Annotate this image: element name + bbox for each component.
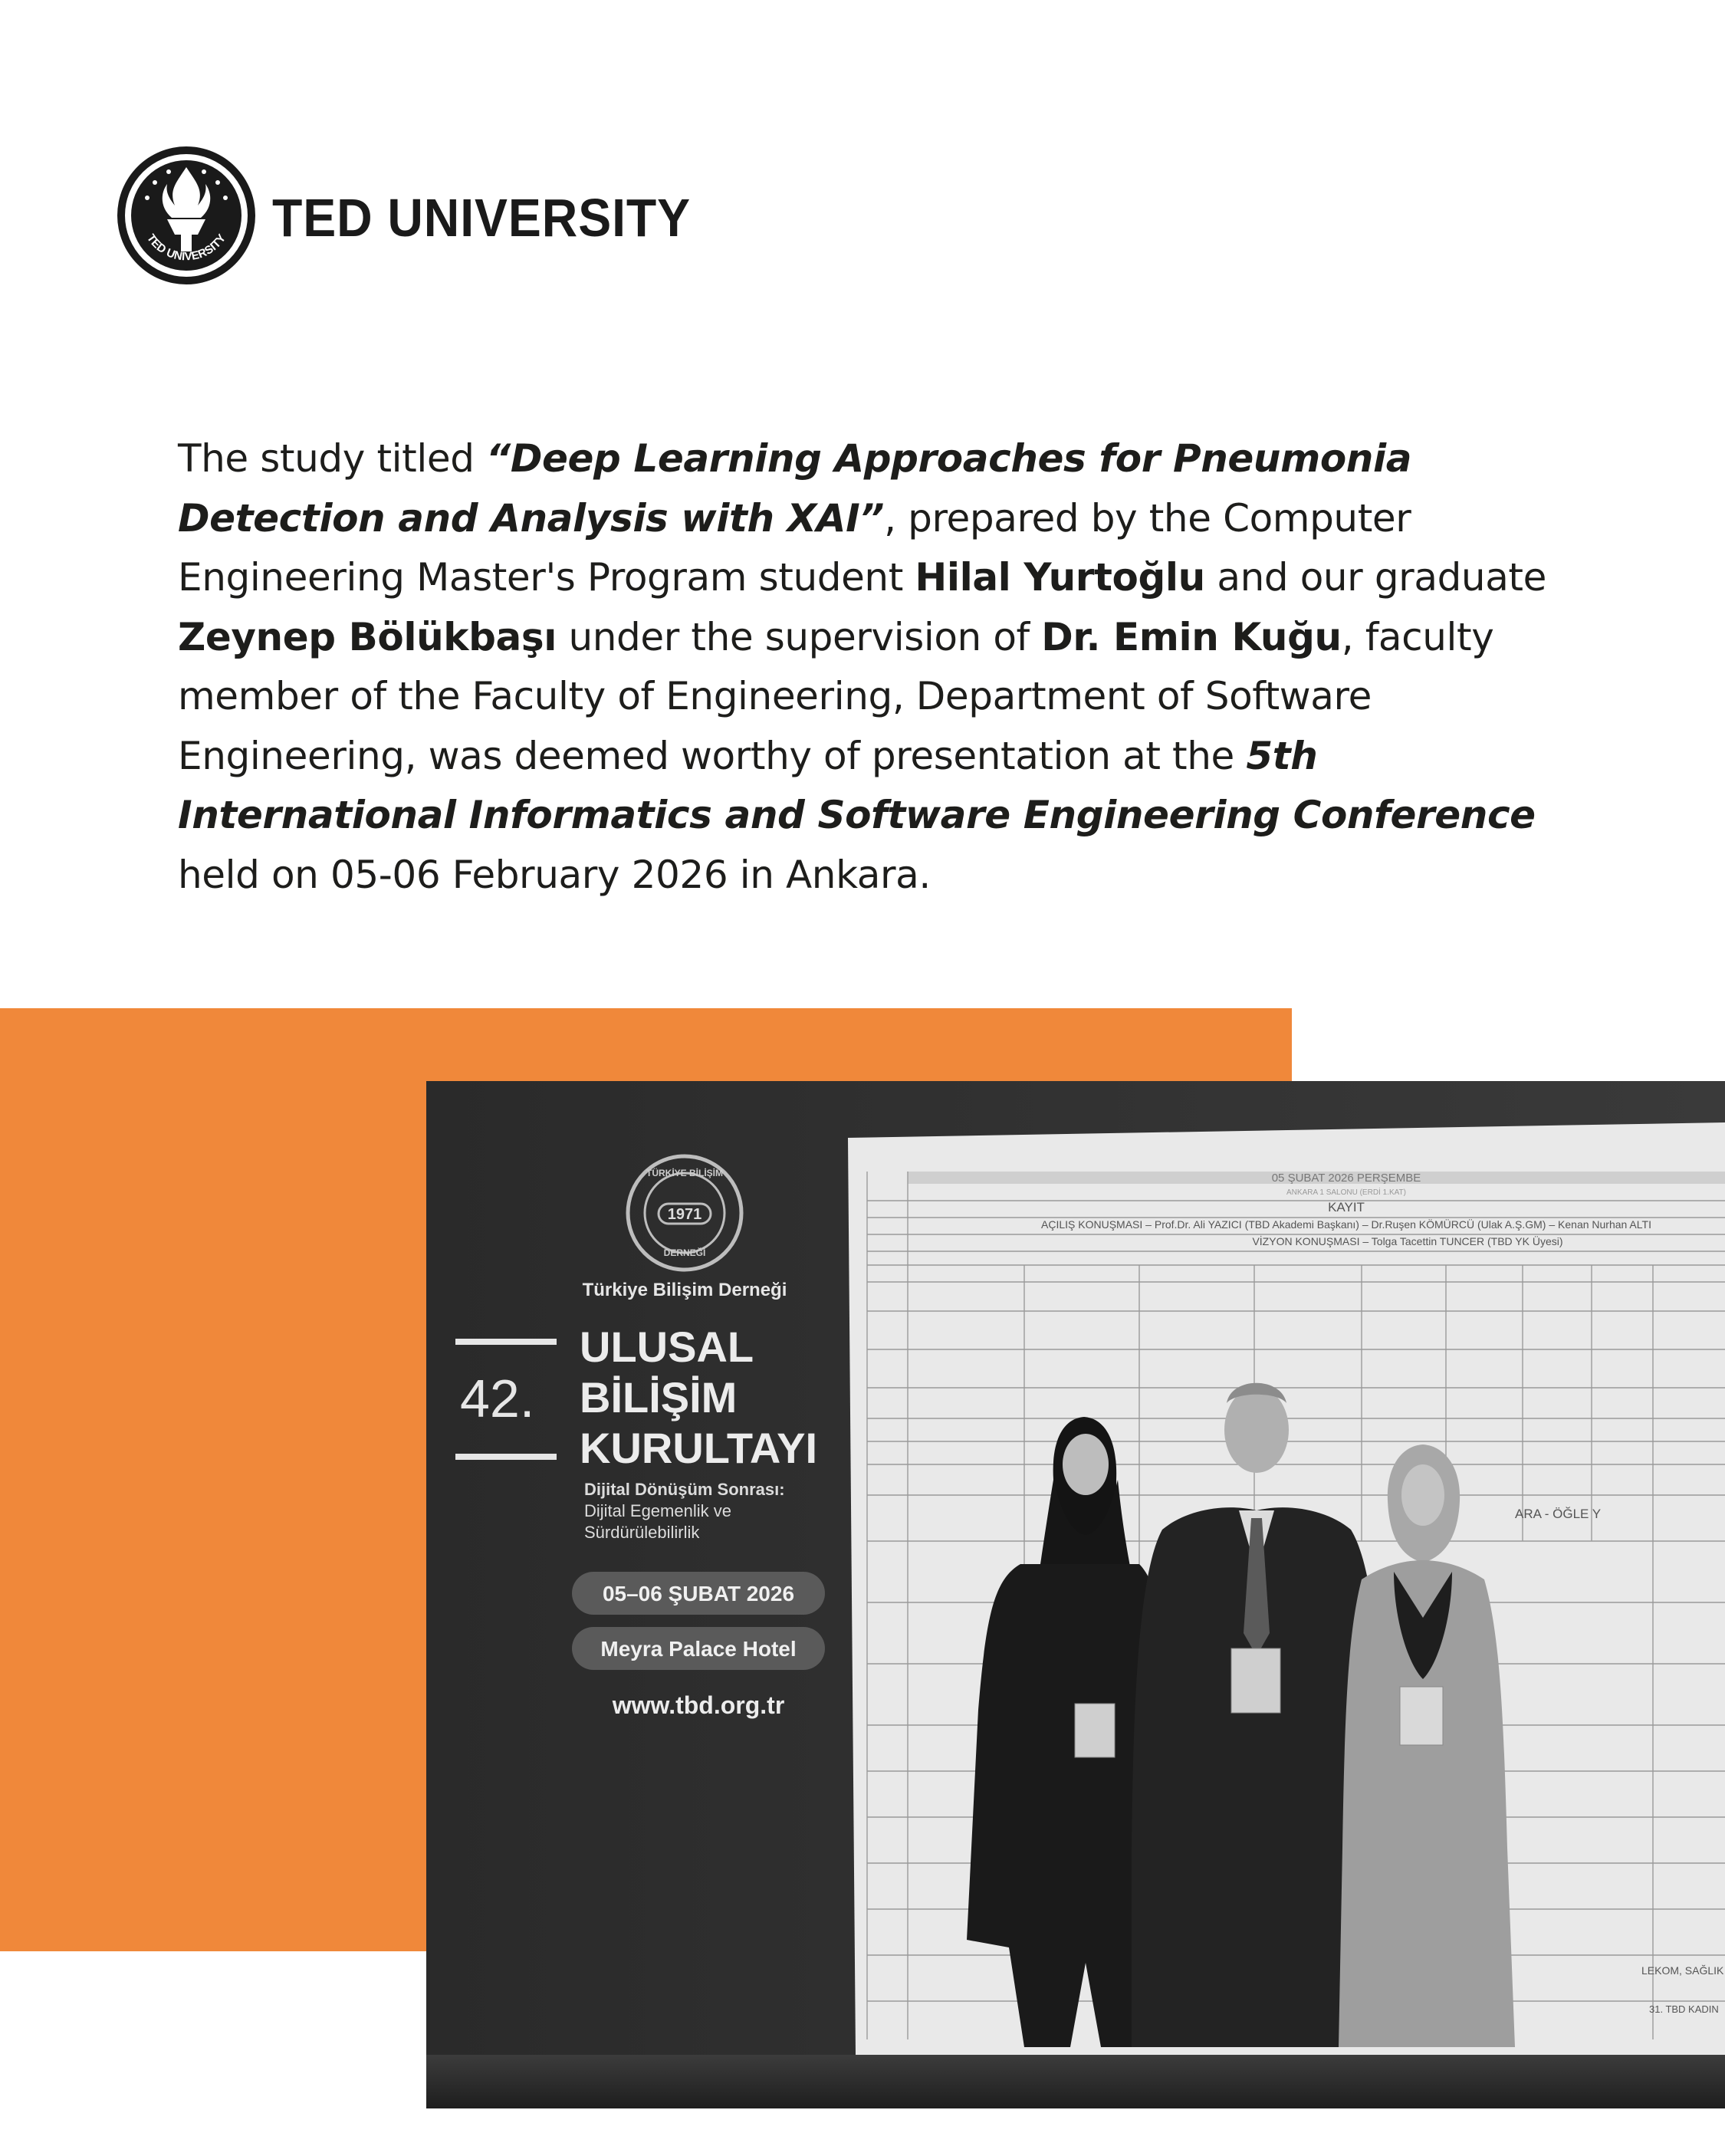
banner-title-line3: KURULTAYI xyxy=(580,1424,818,1472)
org-seal-top: TÜRKİYE BİLİŞİM xyxy=(646,1168,724,1178)
conference-photo xyxy=(426,1081,1725,2108)
schedule-bottom-4: 31. TBD KADIN xyxy=(1649,2003,1719,2015)
text-segment: , faculty member of the Faculty of Engineering, Department of Software Engineering, was deemed worthy of presentation at the xyxy=(178,614,1494,778)
schedule-opening: AÇILIŞ KONUŞMASI – Prof.Dr. Ali YAZICI (TBD Akademi Başkanı) – Dr.Ruşen KÖMÜRCÜ (Ulak A.Ş.GM) – Kenan Nurhan ALTI xyxy=(1041,1218,1651,1231)
schedule-break: ARA - ÖĞLE Y xyxy=(1515,1507,1602,1521)
badge-icon xyxy=(1400,1687,1443,1745)
badge-icon xyxy=(1075,1704,1115,1757)
seal-text: TED UNIVERSITY xyxy=(143,232,229,264)
graduate-name: Zeynep Bölükbaşı xyxy=(178,614,557,659)
schedule-bottom-3: LEKOM, SAĞLIK xyxy=(1641,1964,1724,1977)
date-pill-text: 05–06 ŞUBAT 2026 xyxy=(602,1582,795,1605)
banner-rule-bottom xyxy=(455,1454,557,1460)
university-logo xyxy=(115,144,692,290)
banner-title-line2: BİLİŞİM xyxy=(580,1373,738,1421)
announcement-text xyxy=(178,429,1558,905)
org-seal-year: 1971 xyxy=(667,1206,702,1223)
schedule-vision: VİZYON KONUŞMASI – Tolga Tacettin TUNCER (TBD YK Üyesi) xyxy=(1252,1235,1563,1247)
schedule-registration: KAYIT xyxy=(1328,1200,1365,1214)
banner-subtitle-line3: Sürdürülebilirlik xyxy=(584,1523,700,1542)
banner-title-line1: ULUSAL xyxy=(580,1323,754,1371)
schedule-hall: ANKARA 1 SALONU (ERDİ 1.KAT) xyxy=(1286,1188,1406,1197)
banner-subtitle: Dijital Dönüşüm Sonrası: xyxy=(584,1480,785,1499)
text-segment: The study titled xyxy=(178,436,487,481)
text-segment: under the supervision of xyxy=(556,614,1042,659)
supervisor-name: Dr. Emin Kuğu xyxy=(1041,614,1342,659)
org-seal xyxy=(628,1156,741,1270)
banner-website: www.tbd.org.tr xyxy=(612,1691,785,1719)
org-name: Türkiye Bilişim Derneği xyxy=(582,1280,787,1300)
conference-name: 5th International Informatics and Software Engineering Conference xyxy=(178,733,1536,837)
schedule-day-header: 05 ŞUBAT 2026 PERŞEMBE xyxy=(1271,1172,1421,1185)
text-segment: and our graduate xyxy=(1204,555,1546,600)
venue-pill-text: Meyra Palace Hotel xyxy=(600,1637,797,1661)
text-segment: , prepared by the Computer Engineering Master's Program student xyxy=(178,495,1411,600)
photo-illustration xyxy=(426,1081,1725,2108)
study-title: “Deep Learning Approaches for Pneumonia Detection and Analysis with XAI” xyxy=(178,436,1412,541)
org-seal-bottom: DERNEĞİ xyxy=(663,1247,706,1258)
logo-wordmark: TED UNIVERSITY xyxy=(272,188,692,248)
student-name: Hilal Yurtoğlu xyxy=(915,555,1205,600)
badge-icon xyxy=(1231,1648,1280,1713)
torch-icon xyxy=(115,144,258,287)
text-segment: held on 05-06 February 2026 in Ankara. xyxy=(178,852,931,897)
banner-subtitle-line2: Dijital Egemenlik ve xyxy=(584,1501,731,1520)
banner-rule-top xyxy=(455,1339,557,1345)
edition-number: 42. xyxy=(460,1369,535,1428)
